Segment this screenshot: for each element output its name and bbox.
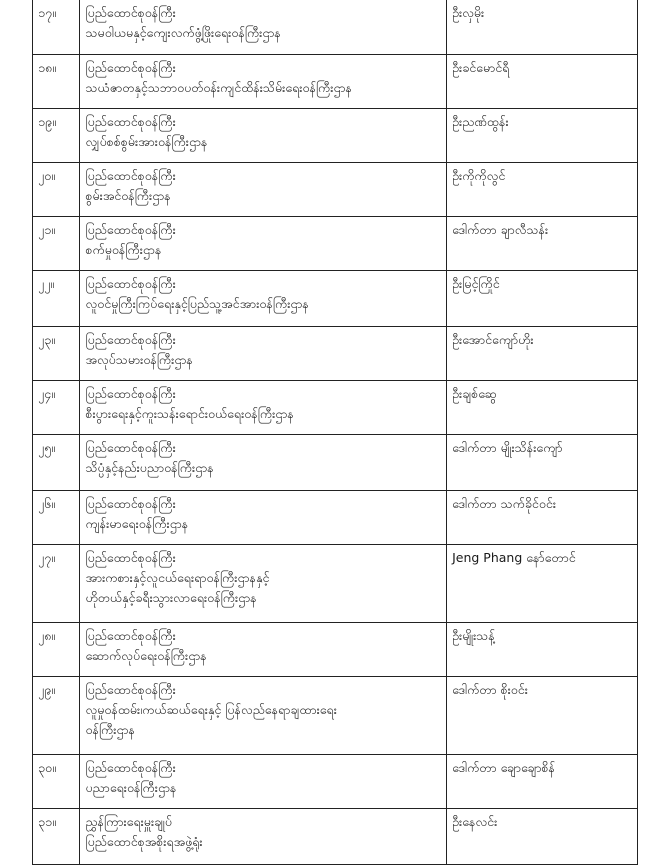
- cabinet-roster-table: [32, 0, 638, 865]
- ministry-name: လူမှုဝန်ထမ်း၊ကယ်ဆယ်ရေးနှင့် ပြန်လည်နေရာချထားရေး: [85, 701, 337, 717]
- position-title: ပြည်ထောင်စုဝန်ကြီး: [85, 495, 176, 511]
- ministry-name: ပညာရေးဝန်ကြီးဌာန: [85, 779, 177, 795]
- position-title: ပြည်ထောင်စုဝန်ကြီး: [85, 275, 176, 291]
- row-number: ၁၈။: [33, 54, 80, 108]
- ministry-name: သမဝါယမနှင့်ကျေးလက်ဖွံ့ဖြိုးရေးဝန်ကြီးဌာန: [85, 25, 281, 40]
- row-number: ၁၇။: [33, 0, 80, 54]
- ministry-cell: [80, 544, 447, 622]
- row-number: ၂၄။: [33, 380, 80, 434]
- ministry-name: လူဝင်မှုကြီးကြပ်ရေးနှင့်ပြည်သူ့အင်အားဝန်ကြီးဌာန: [85, 295, 309, 311]
- row-number: ၂၃။: [33, 326, 80, 380]
- row-number: ၂၁။: [33, 216, 80, 270]
- ministry-name: ဆောက်လုပ်ရေးဝန်ကြီးဌာန: [85, 647, 207, 663]
- minister-name: ဦးခင်မောင်ရီ: [447, 54, 638, 108]
- document-page: [16, 0, 638, 849]
- row-number: ၁၉။: [33, 108, 80, 162]
- table-row: [33, 434, 638, 490]
- ministry-cell: [80, 380, 447, 434]
- table-row: [33, 216, 638, 270]
- row-number: ၂၆။: [33, 490, 80, 544]
- table-row: [33, 808, 638, 864]
- table-row: [33, 754, 638, 808]
- row-number: ၂၈။: [33, 622, 80, 676]
- ministry-cell: [80, 490, 447, 544]
- ministry-cell: [80, 326, 447, 380]
- minister-name: ဦးမျိုးသန့်: [447, 622, 638, 676]
- position-title: ပြည်ထောင်စုဝန်ကြီး: [85, 167, 176, 183]
- minister-name: ဦးမြင့်ကြိုင်: [447, 270, 638, 326]
- table-row: [33, 544, 638, 622]
- ministry-cell: [80, 54, 447, 108]
- table-row: [33, 54, 638, 108]
- minister-name: ဒေါက်တာ စိုးဝင်း: [447, 676, 638, 754]
- ministry-name: လျှပ်စစ်စွမ်းအားဝန်ကြီးဌာန: [85, 133, 208, 149]
- table-row: [33, 108, 638, 162]
- position-title: ပြည်ထောင်စုဝန်ကြီး: [85, 549, 176, 565]
- ministry-cell: [80, 108, 447, 162]
- ministry-name: သိပ္ပံနှင့်နည်းပညာဝန်ကြီးဌာန: [85, 459, 214, 475]
- ministry-name: အလုပ်သမားဝန်ကြီးဌာန: [85, 351, 193, 367]
- row-number: ၂၂။: [33, 270, 80, 326]
- ministry-cell: [80, 434, 447, 490]
- position-title: ပြည်ထောင်စုဝန်ကြီး: [85, 5, 176, 20]
- minister-name: ဒေါက်တာ သက်ခိုင်ဝင်း: [447, 490, 638, 544]
- minister-name: ဒေါက်တာ မျိုးသိန်းကျော်: [447, 434, 638, 490]
- row-number: ၃၀။: [33, 754, 80, 808]
- row-number: ၂၀။: [33, 162, 80, 216]
- ministry-cell: [80, 808, 447, 864]
- ministry-name: စီးပွားရေးနှင့်ကူးသန်းရောင်းဝယ်ရေးဝန်ကြီးဌာန: [85, 405, 294, 421]
- ministry-cell: [80, 216, 447, 270]
- minister-name: ဦးအောင်ကျော်ဟိုး: [447, 326, 638, 380]
- ministry-name: သယံဇာတနှင့်သဘာဝပတ်ဝန်းကျင်ထိန်းသိမ်းရေးဝန်ကြီးဌာန: [85, 79, 353, 95]
- minister-name: ဦးနေလင်း: [447, 808, 638, 864]
- ministry-cell: [80, 162, 447, 216]
- ministry-name: စက်မှုဝန်ကြီးဌာန: [85, 241, 162, 257]
- position-title: ညွှန်ကြားရေးမှူးချုပ်: [85, 813, 173, 829]
- position-title: ပြည်ထောင်စုဝန်ကြီး: [85, 681, 176, 697]
- position-title: ပြည်ထောင်စုဝန်ကြီး: [85, 221, 176, 237]
- roster-body: [33, 0, 638, 864]
- ministry-name: ကျန်းမာရေးဝန်ကြီးဌာန: [85, 515, 189, 531]
- ministry-cell: [80, 622, 447, 676]
- position-title: ပြည်ထောင်စုဝန်ကြီး: [85, 627, 176, 643]
- table-row: [33, 0, 638, 54]
- minister-name: ဦးလှမိုး: [447, 0, 638, 54]
- ministry-cell: [80, 754, 447, 808]
- position-title: ပြည်ထောင်စုဝန်ကြီး: [85, 59, 176, 75]
- minister-name: ဦးချစ်ဆွေ: [447, 380, 638, 434]
- position-title: ပြည်ထောင်စုဝန်ကြီး: [85, 331, 176, 347]
- table-row: [33, 490, 638, 544]
- position-title: ပြည်ထောင်စုဝန်ကြီး: [85, 439, 176, 455]
- row-number: ၂၉။: [33, 676, 80, 754]
- minister-name: ဦးညဏ်ထွန်း: [447, 108, 638, 162]
- minister-name: ဦးကိုကိုလွင်: [447, 162, 638, 216]
- position-title: ပြည်ထောင်စုဝန်ကြီး: [85, 759, 176, 775]
- ministry-cell: [80, 270, 447, 326]
- minister-name: ဒေါက်တာ ချာလီသန်း: [447, 216, 638, 270]
- position-title: ပြည်ထောင်စုဝန်ကြီး: [85, 385, 176, 401]
- ministry-name: ပြည်ထောင်စုအစိုးရအဖွဲ့ရုံး: [85, 833, 203, 849]
- table-row: [33, 270, 638, 326]
- ministry-cell: [80, 0, 447, 54]
- position-title: ပြည်ထောင်စုဝန်ကြီး: [85, 113, 176, 129]
- row-number: ၂၇။: [33, 544, 80, 622]
- ministry-name: စွမ်းအင်ဝန်ကြီးဌာန: [85, 187, 171, 203]
- table-row: [33, 162, 638, 216]
- row-number: ၂၅။: [33, 434, 80, 490]
- minister-name: Jeng Phang နော်တောင်: [447, 544, 638, 622]
- minister-name: ဒေါက်တာ ချောချောစိန်: [447, 754, 638, 808]
- ministry-name: ဟိုတယ်နှင့်ခရီးသွားလာရေးဝန်ကြီးဌာန: [85, 589, 257, 605]
- table-row: [33, 622, 638, 676]
- table-row: [33, 380, 638, 434]
- row-number: ၃၁။: [33, 808, 80, 864]
- ministry-cell: [80, 676, 447, 754]
- table-row: [33, 326, 638, 380]
- ministry-name: အားကစားနှင့်လူငယ်ရေးရာဝန်ကြီးဌာနနှင့်: [85, 569, 270, 585]
- table-row: [33, 676, 638, 754]
- ministry-name: ဝန်ကြီးဌာန: [85, 721, 136, 737]
